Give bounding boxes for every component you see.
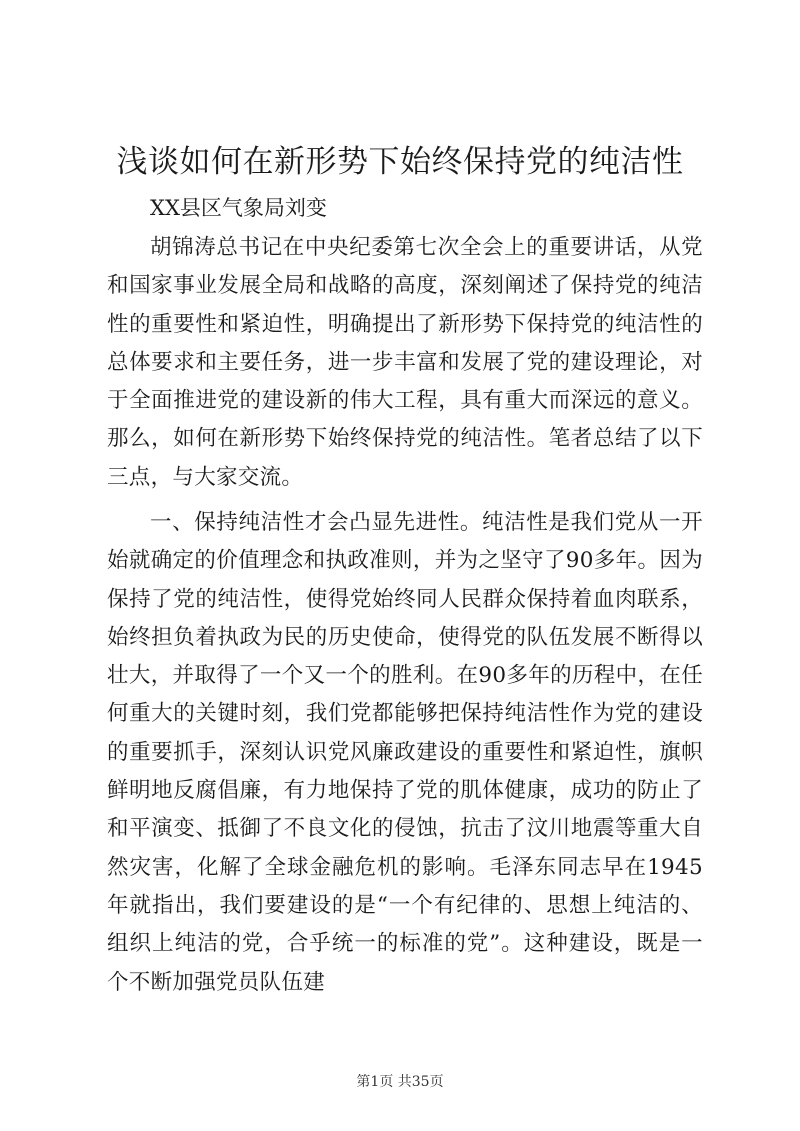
paragraph-intro: 胡锦涛总书记在中央纪委第七次全会上的重要讲话，从党和国家事业发展全局和战略的高度，深刻阐述了保持党的纯洁性的重要性和紧迫性，明确提出了新形势下保持党的纯洁性的总体要求和主要任务，进一步丰富和发展了党的建设理论，对于全面推进党的建设新的伟大工程，具有重大而深远的意义。那么，如何在新形势下始终保持党的纯洁性。笔者总结了以下三点，与大家交流。 bbox=[107, 235, 703, 490]
document-title: 浅谈如何在新形势下始终保持党的纯洁性 bbox=[116, 144, 684, 180]
document-author: XX县区气象局刘变 bbox=[150, 196, 327, 220]
paragraph-point-one: 一、保持纯洁性才会凸显先进性。纯洁性是我们党从一开始就确定的价值理念和执政准则，并为之坚守了90多年。因为保持了党的纯洁性，使得党始终同人民群众保持着血肉联系，始终担负着执政为民的历史使命，使得党的队伍发展不断得以壮大，并取得了一个又一个的胜利。在90多年的历程中，在任何重大的关键时刻，我们党都能够把保持纯洁性作为党的建设的重要抓手，深刻认识党风廉政建设的重要性和紧迫性，旗帜鲜明地反腐倡廉，有力地保持了党的肌体健康，成功的防止了和平演变、抵御了不良文化的侵蚀，抗击了汶川地震等重大自然灾害，化解了全球金融危机的影响。毛泽东同志早在1945年就指出，我们要建设的是“一个有纪律的、思想上纯洁的、组织上纯洁的党，合乎统一的标准的党”。这种建设，既是一个不断加强党员队伍建 bbox=[107, 510, 703, 995]
page-number: 第1页 共35页 bbox=[356, 1074, 444, 1090]
